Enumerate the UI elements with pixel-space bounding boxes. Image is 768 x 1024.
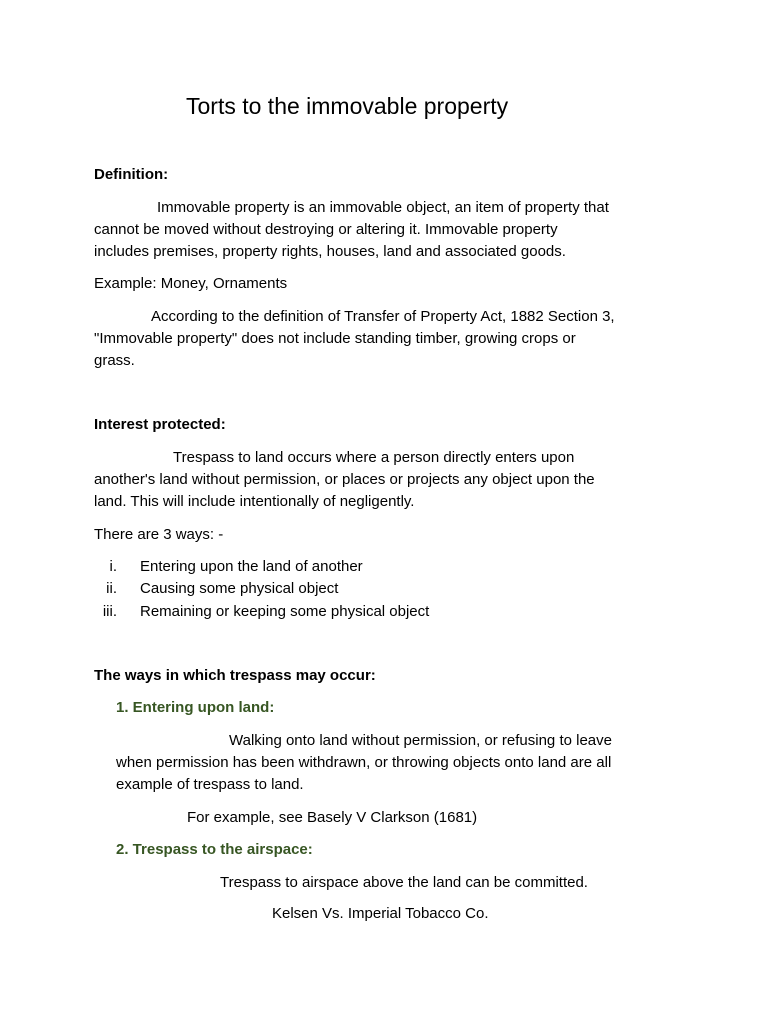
ways-intro: There are 3 ways: - bbox=[94, 526, 224, 543]
interest-heading: Interest protected: bbox=[94, 416, 226, 433]
interest-paragraph-line: Trespass to land occurs where a person directly enters upon bbox=[173, 449, 575, 466]
definition-example: Example: Money, Ornaments bbox=[94, 275, 288, 292]
definition-paragraph-line: includes premises, property rights, houses, land and associated goods. bbox=[94, 243, 566, 260]
list-item-number: i. bbox=[109, 558, 117, 575]
definition-act-line: grass. bbox=[94, 352, 135, 369]
list-item-text: Remaining or keeping some physical object bbox=[140, 603, 430, 620]
trespass-heading: The ways in which trespass may occur: bbox=[94, 667, 376, 684]
definition-act-line: According to the definition of Transfer of Property Act, 1882 Section 3, bbox=[151, 308, 615, 325]
entering-example: For example, see Basely V Clarkson (1681) bbox=[187, 809, 478, 826]
subheading-trespass-airspace: 2. Trespass to the airspace: bbox=[116, 841, 313, 858]
definition-act-line: "Immovable property" does not include standing timber, growing crops or bbox=[94, 330, 576, 347]
interest-paragraph-line: land. This will include intentionally of negligently. bbox=[94, 493, 415, 510]
interest-paragraph-line: another's land without permission, or places or projects any object upon the bbox=[94, 471, 595, 488]
list-item-text: Entering upon the land of another bbox=[140, 558, 363, 575]
definition-paragraph-line: Immovable property is an immovable object, an item of property that bbox=[157, 199, 609, 216]
list-item-text: Causing some physical object bbox=[140, 580, 339, 597]
list-item-number: ii. bbox=[106, 580, 117, 597]
page-title: Torts to the immovable property bbox=[186, 93, 509, 119]
subheading-entering-upon-land: 1. Entering upon land: bbox=[116, 699, 275, 716]
entering-paragraph-line: example of trespass to land. bbox=[116, 776, 304, 793]
entering-paragraph-line: when permission has been withdrawn, or throwing objects onto land are all bbox=[116, 754, 612, 771]
definition-heading: Definition: bbox=[94, 166, 169, 183]
entering-paragraph-line: Walking onto land without permission, or refusing to leave bbox=[229, 732, 612, 749]
airspace-case: Kelsen Vs. Imperial Tobacco Co. bbox=[272, 905, 489, 922]
airspace-paragraph: Trespass to airspace above the land can be committed. bbox=[220, 874, 588, 891]
definition-paragraph-line: cannot be moved without destroying or altering it. Immovable property bbox=[94, 221, 558, 238]
list-item-number: iii. bbox=[102, 603, 117, 620]
